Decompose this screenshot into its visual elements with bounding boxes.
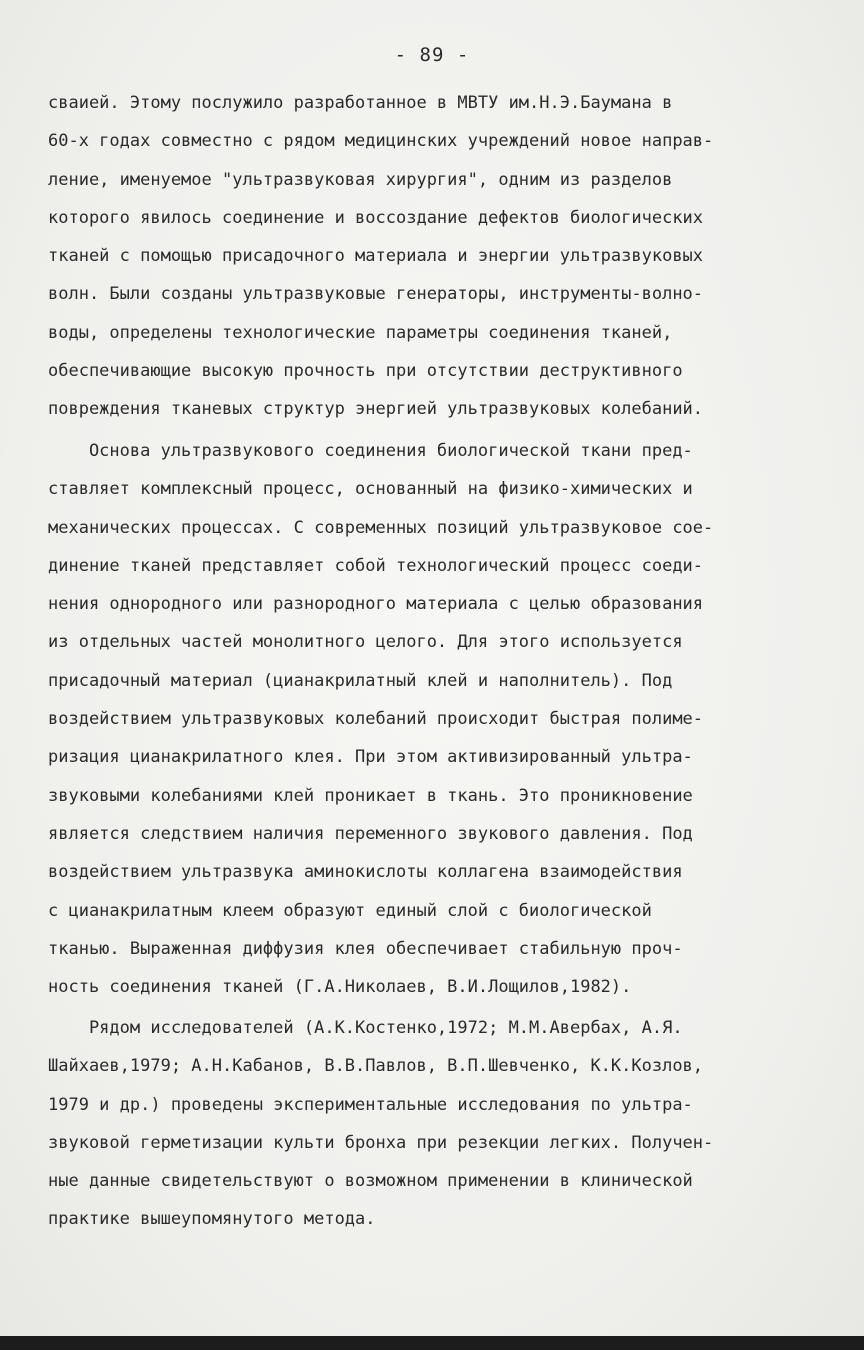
text-line: воздействием ультразвука аминокислоты коллагена взаимодействия xyxy=(48,862,683,883)
text-line: практике вышеупомянутого метода. xyxy=(48,1209,376,1230)
page-number: - 89 - xyxy=(394,44,470,66)
text-line: тканей с помощью присадочного материала и энергии ультразвуковых xyxy=(48,246,704,267)
text-line: ные данные свидетельствуют о возможном применении в клинической xyxy=(48,1171,693,1192)
text-line: с цианакрилатным клеем образуют единый слой с биологической xyxy=(48,900,652,921)
paragraph-1 xyxy=(48,84,828,429)
text-line: является следствием наличия переменного звукового давления. Под xyxy=(48,823,693,844)
text-line: присадочный материал (цианакрилатный клей и наполнитель). Под xyxy=(48,670,673,691)
text-line: 60-х годах совместно с рядом медицинских учреждений новое направ- xyxy=(48,131,714,152)
paragraph-3 xyxy=(48,1009,828,1239)
text-line: нения однородного или разнородного материала с целью образования xyxy=(48,594,704,615)
text-line: воздействием ультразвуковых колебаний происходит быстрая полиме- xyxy=(48,709,704,730)
text-line: тканью. Выраженная диффузия клея обеспечивает стабильную проч- xyxy=(48,938,683,959)
text-line: 1979 и др.) проведены экспериментальные исследования по ультра- xyxy=(48,1094,693,1115)
text-line: ность соединения тканей (Г.А.Николаев, В.И.Лощилов,1982). xyxy=(48,977,632,998)
text-line: Рядом исследователей (А.К.Костенко,1972; М.М.Авербах, А.Я. xyxy=(48,1018,683,1038)
text-line: волн. Были созданы ультразвуковые генераторы, инструменты-волно- xyxy=(48,284,704,305)
paragraph-2 xyxy=(48,432,828,1006)
text-line: Основа ультразвукового соединения биологической ткани пред- xyxy=(48,441,693,461)
text-line: звуковой герметизации культи бронха при резекции легких. Получен- xyxy=(48,1132,714,1153)
text-line: которого явилось соединение и воссоздание дефектов биологических xyxy=(48,207,704,228)
text-line: ставляет комплексный процесс, основанный на физико-химических и xyxy=(48,479,693,500)
text-line: ризация цианакрилатного клея. При этом активизированный ультра- xyxy=(48,747,693,768)
text-line: звуковыми колебаниями клей проникает в ткань. Это проникновение xyxy=(48,785,693,806)
text-line: ление, именуемое "ультразвуковая хирургия", одним из разделов xyxy=(48,169,673,190)
text-line: из отдельных частей монолитного целого. Для этого используется xyxy=(48,632,683,653)
scan-bottom-edge xyxy=(0,1336,864,1350)
text-line: Шайхаев,1979; А.Н.Кабанов, В.В.Павлов, В.П.Шевченко, К.К.Козлов, xyxy=(48,1056,704,1077)
text-line: обеспечивающие высокую прочность при отсутствии деструктивного xyxy=(48,361,683,382)
text-line: механических процессах. С современных позиций ультразвуковое сое- xyxy=(48,517,714,538)
text-line: повреждения тканевых структур энергией ультразвуковых колебаний. xyxy=(48,399,704,420)
text-line: динение тканей представляет собой технологический процесс соеди- xyxy=(48,555,704,576)
text-line: воды, определены технологические параметры соединения тканей, xyxy=(48,322,673,343)
text-line: сваией. Этому послужило разработанное в МВТУ им.Н.Э.Баумана в xyxy=(48,93,673,113)
